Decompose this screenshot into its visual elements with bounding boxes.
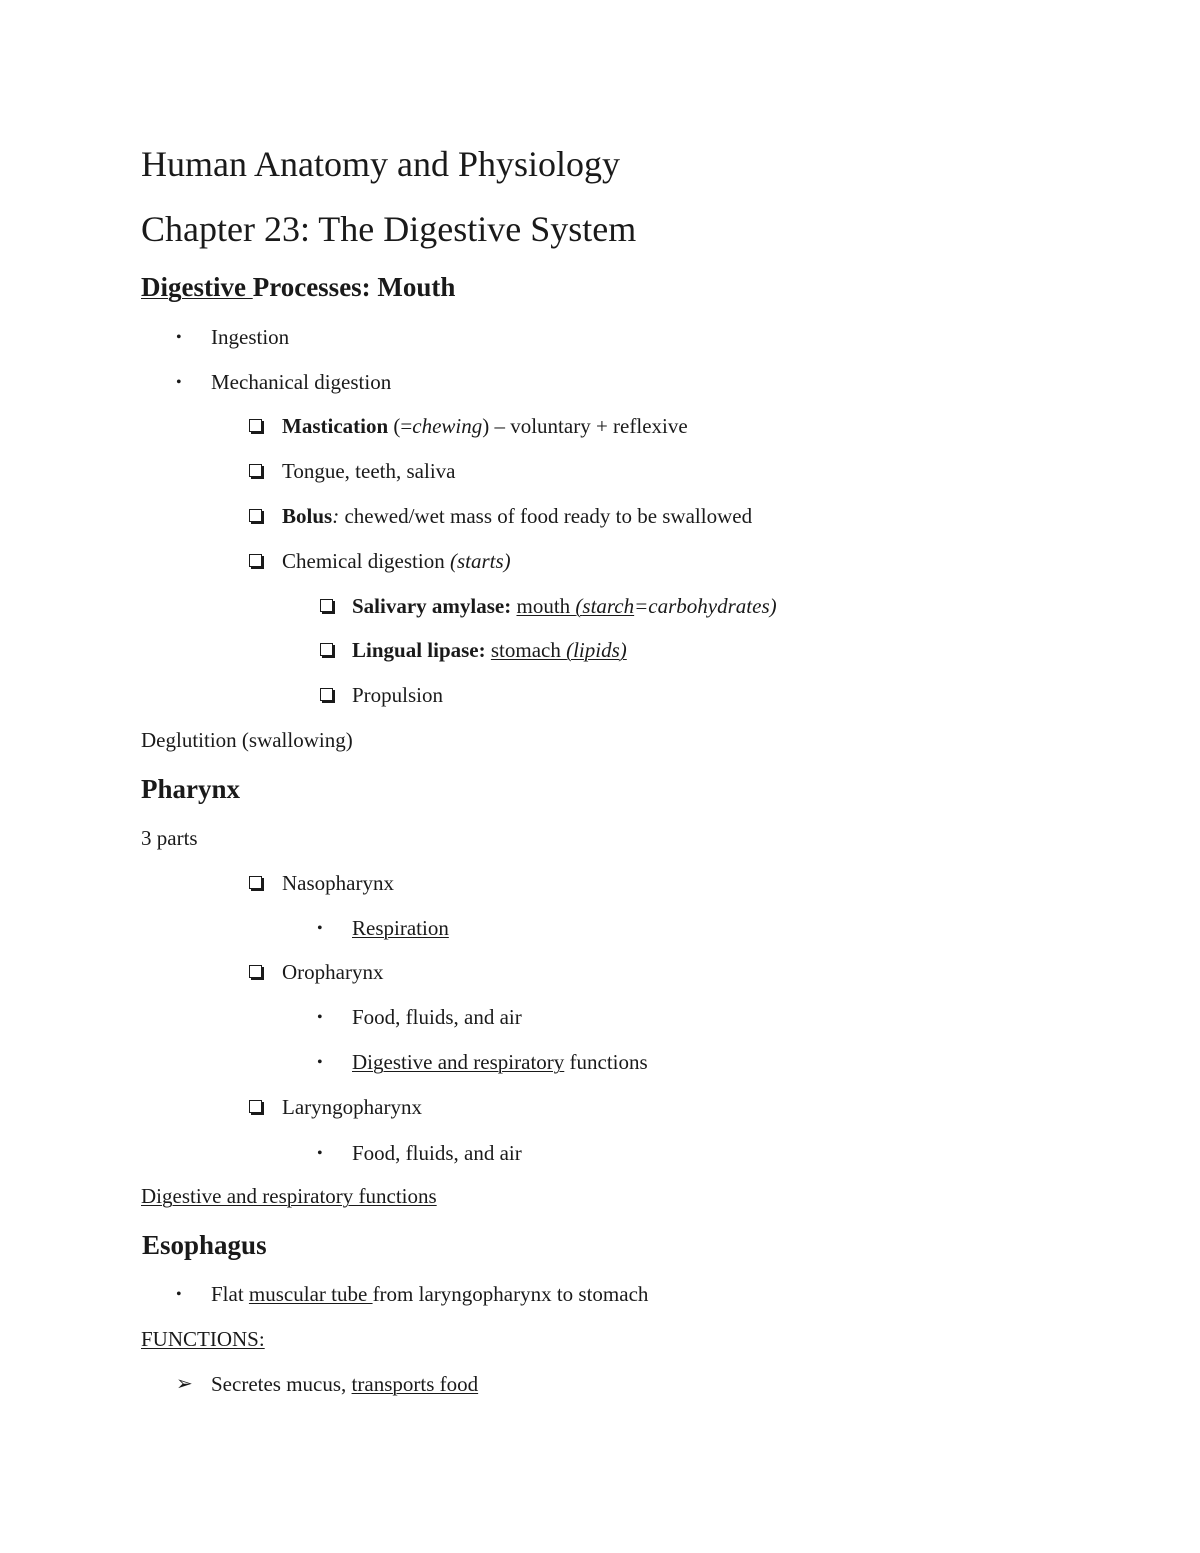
mastication-chewing: chewing [412,414,483,438]
list-item-mechanical-digestion: Mechanical digestion [211,370,392,394]
lingual-stomach: stomach [490,638,567,662]
checkbox-icon [249,965,262,978]
heading-mouth-part1: Digestive [141,272,253,302]
esophagus-muscular-tube: muscular tube [248,1282,373,1306]
salivary-mouth: mouth [516,594,576,618]
list-item-laryngo-food: Food, fluids, and air [352,1141,522,1165]
bolus-definition: chewed/wet mass of food ready to be swallowed [339,504,753,528]
list-item-lingual-lipase [352,640,627,661]
list-item-tongue: Tongue, teeth, saliva [282,459,456,483]
bullet-icon: • [176,374,182,391]
functions-label: FUNCTIONS: [141,1327,265,1351]
pharynx-parts-label: 3 parts [141,826,198,850]
bullet-icon: • [176,1286,182,1303]
section-heading-esophagus: Esophagus [142,1230,267,1260]
list-item-secretes [211,1374,478,1395]
list-item-oro-functions [352,1052,648,1073]
section-heading-mouth [141,274,455,301]
list-item-ingestion: Ingestion [211,325,290,349]
checkbox-icon [249,464,262,477]
oro-functions: functions [564,1050,648,1074]
checkbox-icon [320,688,333,701]
checkbox-icon [249,419,262,432]
lingual-lipids: (lipids) [566,638,627,662]
list-item-nasopharynx: Nasopharynx [282,871,394,895]
list-item-laryngopharynx: Laryngopharynx [282,1095,422,1119]
chemical-starts: (starts) [449,549,511,573]
section-heading-pharynx: Pharynx [141,774,241,804]
bullet-icon: • [317,1009,323,1026]
list-item-oropharynx: Oropharynx [282,960,384,984]
chapter-title: Chapter 23: The Digestive System [141,209,637,249]
esophagus-from: from laryngopharynx to stomach [372,1282,649,1306]
oro-digestive: Digestive and respiratory [352,1050,565,1074]
lingual-term: Lingual lipase: [352,638,486,662]
chemical-text: Chemical digestion [282,549,450,573]
list-item-salivary-amylase [352,596,777,617]
document-title: Human Anatomy and Physiology [141,144,620,184]
list-item-muscular-tube [211,1284,648,1305]
list-item-mastication [282,416,688,437]
bolus-term: Bolus [282,504,333,528]
checkbox-icon [320,643,333,656]
list-item-respiration: Respiration [352,916,449,940]
transports-food: transports food [351,1372,479,1396]
arrow-bullet-icon: ➢ [176,1373,193,1395]
deglutition-line: Deglutition (swallowing) [141,728,353,752]
bolus-colon: : [332,504,340,528]
salivary-term: Salivary amylase: [352,594,512,618]
bullet-icon: • [317,1145,323,1162]
list-item-propulsion: Propulsion [352,683,444,707]
bullet-icon: • [317,1054,323,1071]
checkbox-icon [249,554,262,567]
laryngo-functions-line: Digestive and respiratory functions [141,1184,437,1208]
salivary-rest: =carbohydrates) [634,594,777,618]
mastication-paren: (= [388,414,413,438]
list-item-bolus [282,506,752,527]
checkbox-icon [249,509,262,522]
bullet-icon: • [317,920,323,937]
list-item-chemical-digestion [282,551,511,572]
mastication-term: Mastication [282,414,389,438]
salivary-starch: starch [582,594,635,618]
checkbox-icon [320,599,333,612]
checkbox-icon [249,1100,262,1113]
esophagus-flat: Flat [211,1282,249,1306]
salivary-paren: ( [575,594,583,618]
bullet-icon: • [176,329,182,346]
mastication-rest: ) – voluntary + reflexive [482,414,688,438]
list-item-oro-food: Food, fluids, and air [352,1005,522,1029]
checkbox-icon [249,876,262,889]
heading-mouth-part2: Processes: Mouth [252,272,456,302]
secretes-text: Secretes mucus, [211,1372,352,1396]
